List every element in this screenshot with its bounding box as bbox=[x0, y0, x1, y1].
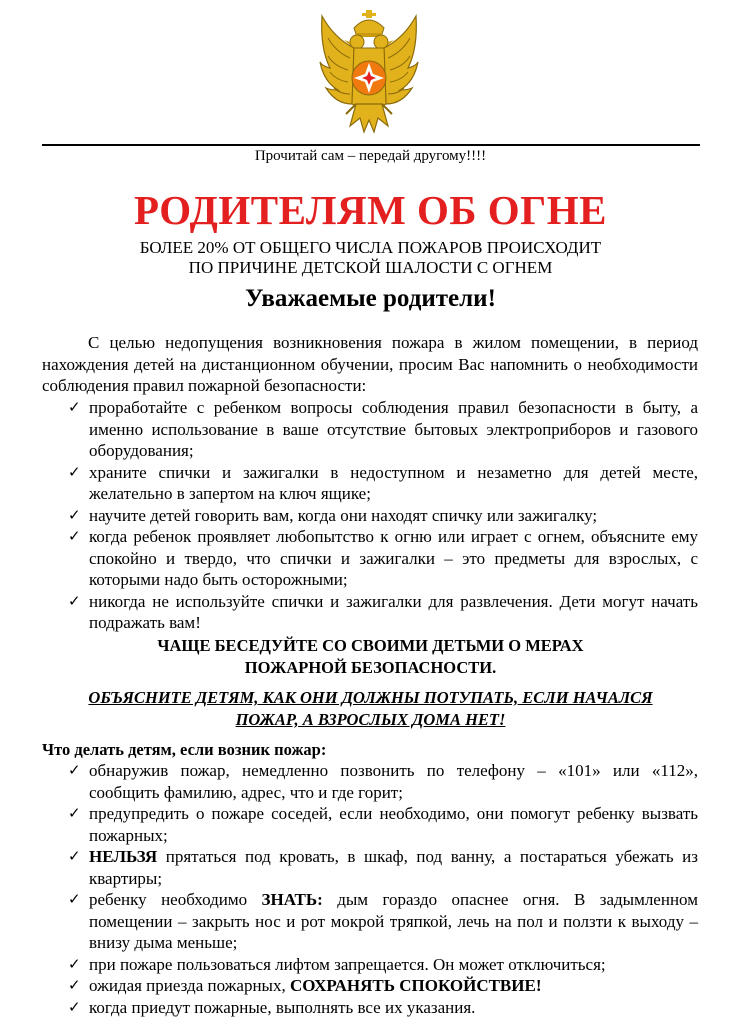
intro-paragraph: С целью недопущения возникновения пожара в жилом помещении, в период нахождения детей на дистанционном обучении, просим Вас напомнить о необходимости соблюдения правил пожарной безопасности: bbox=[42, 333, 698, 395]
list-item-text-pre: ожидая приезда пожарных, bbox=[89, 976, 290, 995]
list-item bbox=[42, 526, 698, 591]
subtitle bbox=[0, 238, 741, 278]
explain-line-1: ОБЪЯСНИТЕ ДЕТЯМ, КАК ОНИ ДОЛЖНЫ ПОТУПАТЬ, ЕСЛИ НАЧАЛСЯ bbox=[88, 688, 653, 707]
checkmark-icon: ✓ bbox=[68, 847, 81, 865]
list-item-text: когда ребенок проявляет любопытство к огню или играет с огнем, объясните ему спокойно и твердо, что спички и зажигалки – это предметы для взрослых, с которыми надо быть осторожными; bbox=[89, 527, 698, 589]
checkmark-icon: ✓ bbox=[68, 398, 81, 416]
children-rules-list bbox=[42, 760, 698, 1018]
checkmark-icon: ✓ bbox=[68, 505, 81, 524]
list-item-text: предупредить о пожаре соседей, если необходимо, они помогут ребенку вызвать пожарных; bbox=[89, 804, 698, 845]
list-item bbox=[42, 954, 698, 976]
list-item-text: проработайте с ребенком вопросы соблюдения правил безопасности в быту, а именно использование в ваше отсутствие бытовых электроприборов и газового оборудования; bbox=[89, 398, 698, 460]
advice-line-1: ЧАЩЕ БЕСЕДУЙТЕ СО СВОИМИ ДЕТЬМИ О МЕРАХ bbox=[157, 636, 584, 655]
checkmark-icon: ✓ bbox=[68, 976, 81, 994]
list-item-text: храните спички и зажигалки в недоступном и незаметно для детей месте, желательно в запертом на ключ ящике; bbox=[89, 462, 698, 503]
list-item-text-bold: НЕЛЬЗЯ bbox=[89, 847, 158, 866]
list-item-text-bold: ЗНАТЬ: bbox=[261, 890, 323, 909]
page-title: РОДИТЕЛЯМ ОБ ОГНЕ bbox=[134, 187, 607, 233]
list-item bbox=[42, 975, 698, 997]
list-item bbox=[42, 997, 698, 1019]
list-item-text-pre: ребенку необходимо bbox=[89, 890, 262, 909]
checkmark-icon: ✓ bbox=[68, 890, 81, 908]
checkmark-icon: ✓ bbox=[68, 591, 81, 610]
list-item-text: научите детей говорить вам, когда они находят спичку или зажигалку; bbox=[89, 505, 598, 525]
list-item-text: никогда не используйте спички и зажигалки для развлечения. Дети могут начать подражать вам! bbox=[89, 591, 698, 632]
explain-heading bbox=[0, 687, 741, 731]
list-item-text: прятаться под кровать, в шкаф, под ванну, а постараться убежать из квартиры; bbox=[89, 847, 698, 888]
list-item bbox=[42, 760, 698, 803]
checkmark-icon: ✓ bbox=[68, 954, 81, 973]
checkmark-icon: ✓ bbox=[68, 804, 81, 822]
advice-line-2: ПОЖАРНОЙ БЕЗОПАСНОСТИ. bbox=[244, 658, 497, 677]
children-heading: Что делать детям, если возник пожар: bbox=[42, 740, 327, 759]
list-item bbox=[42, 591, 698, 634]
list-item-text-bold: СОХРАНЯТЬ СПОКОЙСТВИЕ! bbox=[289, 976, 542, 995]
checkmark-icon: ✓ bbox=[68, 527, 81, 545]
emergency-ministry-eagle-emblem bbox=[316, 8, 422, 138]
list-item bbox=[42, 889, 698, 954]
checkmark-icon: ✓ bbox=[68, 761, 81, 779]
list-item bbox=[42, 505, 698, 527]
list-item bbox=[42, 803, 698, 846]
subtitle-line-1: БОЛЕЕ 20% ОТ ОБЩЕГО ЧИСЛА ПОЖАРОВ ПРОИСХОДИТ bbox=[139, 238, 602, 257]
list-item bbox=[42, 462, 698, 505]
greeting-heading: Уважаемые родители! bbox=[245, 285, 496, 312]
list-item bbox=[42, 397, 698, 462]
list-item-text: дым гораздо опаснее огня. В задымленном помещении – закрыть нос и рот мокрой тряпкой, лечь на пол и ползти к выходу – внизу дыма меньше; bbox=[89, 890, 698, 952]
checkmark-icon: ✓ bbox=[68, 462, 81, 481]
list-item-text: при пожаре пользоваться лифтом запрещается. Он может отключиться; bbox=[89, 954, 606, 974]
list-item-text: обнаружив пожар, немедленно позвонить по телефону – «101» или «112», сообщить фамилию, адрес, что и где горит; bbox=[89, 761, 698, 802]
header-rule bbox=[42, 144, 700, 146]
list-item-text: когда приедут пожарные, выполнять все их указания. bbox=[89, 997, 476, 1017]
motto-text: Прочитай сам – передай другому!!!! bbox=[254, 148, 487, 164]
subtitle-line-2: ПО ПРИЧИНЕ ДЕТСКОЙ ШАЛОСТИ С ОГНЕМ bbox=[188, 258, 553, 277]
list-item bbox=[42, 846, 698, 889]
advice-heading bbox=[0, 635, 741, 679]
parent-rules-list bbox=[42, 397, 698, 634]
checkmark-icon: ✓ bbox=[68, 997, 81, 1016]
explain-line-2: ПОЖАР, А ВЗРОСЛЫХ ДОМА НЕТ! bbox=[235, 710, 506, 729]
